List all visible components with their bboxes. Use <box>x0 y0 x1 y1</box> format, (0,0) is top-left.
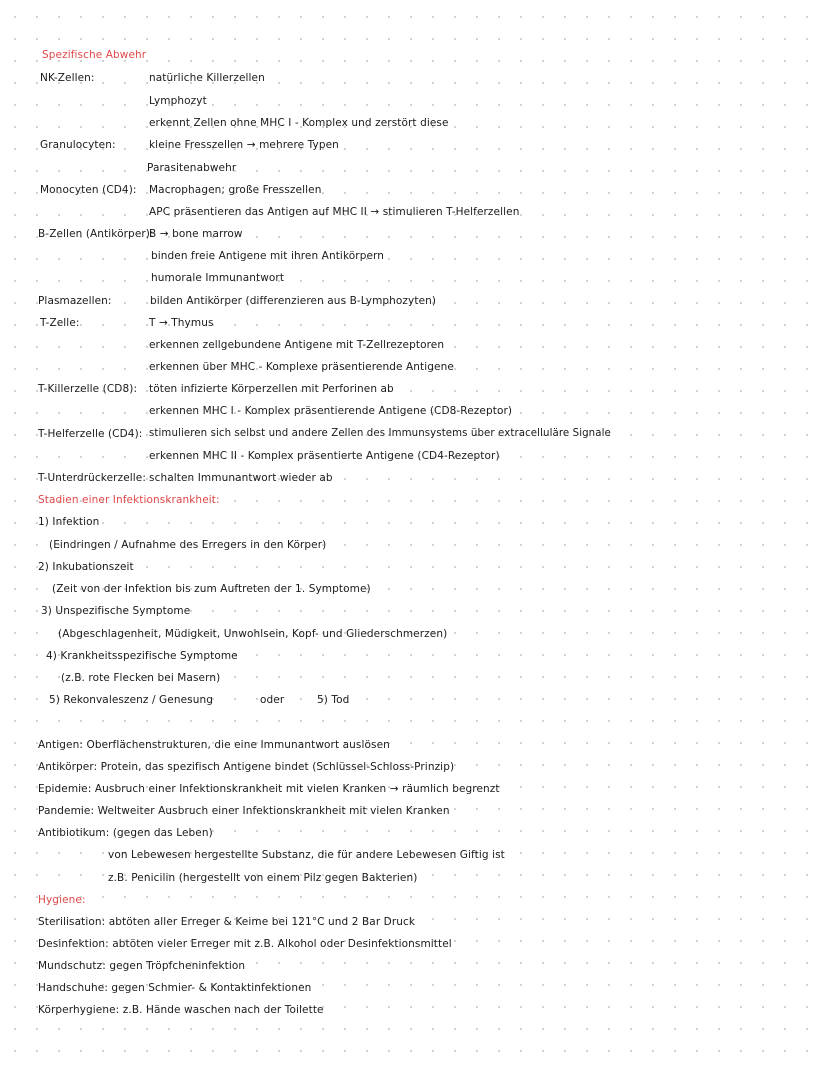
hygiene-mundschutz <box>38 959 245 973</box>
hygiene-sterilisation-text: abtöten aller Erreger & Keime bei 121°C und 2 Bar Druck <box>108 916 416 928</box>
hygiene-desinfektion-term: Desinfektion: <box>38 938 109 950</box>
def-antikoerper-term: Antikörper: <box>38 761 98 773</box>
text-granulocyten: kleine Fresszellen → mehrere Typen <box>149 139 339 151</box>
stage-1-desc: (Eindringen / Aufnahme des Erregers in den Körper) <box>49 539 327 551</box>
text-t-killer-mhc: erkennen MHC I - Komplex präsentierende Antigene (CD8-Rezeptor) <box>149 405 513 417</box>
hygiene-koerperhygiene-text: z.B. Hände waschen nach der Toilette <box>122 1004 324 1016</box>
antibiotikum-line-2: z.B. Penicilin (hergestellt von einem Pilz gegen Bakterien) <box>108 872 418 884</box>
hygiene-sterilisation-term: Sterilisation: <box>38 916 106 928</box>
label-t-helferzelle: T-Helferzelle (CD4): <box>38 428 143 440</box>
text-t-zellrezeptoren: erkennen zellgebundene Antigene mit T-Zellrezeptoren <box>149 339 445 351</box>
def-antibiotikum-term: Antibiotikum: <box>38 827 110 839</box>
text-b-binden: binden freie Antigene mit ihren Antikörpern <box>151 250 385 262</box>
stage-5-oder: oder <box>260 694 285 706</box>
text-t-helfer-mhc: erkennen MHC II - Komplex präsentierte Antigene (CD4-Rezeptor) <box>149 450 500 462</box>
text-t-mhc: erkennen über MHC - Komplexe präsentierende Antigene <box>149 361 454 373</box>
stage-4-desc: (z.B. rote Flecken bei Masern) <box>61 672 221 684</box>
heading-stadien: Stadien einer Infektionskrankheit: <box>38 494 220 506</box>
label-t-killerzelle: T-Killerzelle (CD8): <box>38 383 138 395</box>
hygiene-mundschutz-text: gegen Tröpfcheninfektion <box>109 960 246 972</box>
antibiotikum-line-1: von Lebewesen hergestellte Substanz, die für andere Lebewesen Giftig ist <box>108 849 505 861</box>
def-pandemie <box>38 804 450 818</box>
hygiene-mundschutz-term: Mundschutz: <box>38 960 106 972</box>
def-epidemie-term: Epidemie: <box>38 783 92 795</box>
stage-2: 2) Inkubationszeit <box>38 561 134 573</box>
label-nk-zellen: NK-Zellen: <box>40 72 95 84</box>
hygiene-sterilisation <box>38 915 415 929</box>
hygiene-desinfektion-text: abtöten vieler Erreger mit z.B. Alkohol oder Desinfektionsmittel <box>112 938 452 950</box>
label-t-zelle: T-Zelle: <box>40 317 80 329</box>
text-t-unterdrueckerzelle: schalten Immunantwort wieder ab <box>149 472 333 484</box>
hygiene-handschuhe-text: gegen Schmier- & Kontaktinfektionen <box>111 982 312 994</box>
stage-1: 1) Infektion <box>38 516 100 528</box>
stage-4: 4) Krankheitsspezifische Symptome <box>46 650 238 662</box>
def-antigen-term: Antigen: <box>38 739 83 751</box>
def-epidemie-text: Ausbruch einer Infektionskrankheit mit vielen Kranken → räumlich begrenzt <box>94 783 500 795</box>
text-humoral: humorale Immunantwort <box>151 272 285 284</box>
label-monocyten: Monocyten (CD4): <box>40 184 137 196</box>
text-monocyten: Macrophagen; große Fresszellen <box>149 184 322 196</box>
def-pandemie-term: Pandemie: <box>38 805 95 817</box>
stage-2-desc: (Zeit von der Infektion bis zum Auftreten der 1. Symptome) <box>52 583 371 595</box>
text-t-killerzelle: töten infizierte Körperzellen mit Perforinen ab <box>149 383 394 395</box>
label-plasmazellen: Plasmazellen: <box>38 295 112 307</box>
text-t-helferzelle: stimulieren sich selbst und andere Zellen des Immunsystems über extracelluläre Signale <box>149 428 611 439</box>
text-nk-zellen: natürliche Killerzellen <box>149 72 265 84</box>
stage-3: 3) Unspezifische Symptome <box>41 605 191 617</box>
def-antikoerper <box>38 760 454 774</box>
text-b-zellen: B → bone marrow <box>149 228 243 240</box>
def-antibiotikum <box>38 826 213 840</box>
hygiene-koerperhygiene-term: Körperhygiene: <box>38 1004 120 1016</box>
hygiene-handschuhe-term: Handschuhe: <box>38 982 108 994</box>
def-antigen-text: Oberflächenstrukturen, die eine Immunantwort auslösen <box>86 739 390 751</box>
text-plasmazellen: bilden Antikörper (differenzieren aus B-Lymphozyten) <box>150 295 437 307</box>
def-antikoerper-text: Protein, das spezifisch Antigene bindet (Schlüssel-Schloss-Prinzip) <box>100 761 455 773</box>
hygiene-handschuhe <box>38 981 311 995</box>
heading-hygiene: Hygiene: <box>38 894 86 906</box>
hygiene-desinfektion <box>38 937 452 951</box>
heading-spezifische-abwehr: Spezifische Abwehr <box>42 49 147 61</box>
stage-5b: 5) Tod <box>317 694 350 706</box>
def-antibiotikum-text: (gegen das Leben) <box>112 827 213 839</box>
def-epidemie <box>38 782 500 796</box>
text-parasitenabwehr: Parasitenabwehr <box>147 162 237 174</box>
label-t-unterdrueckerzelle: T-Unterdrückerzelle: <box>38 472 146 484</box>
def-pandemie-text: Weltweiter Ausbruch einer Infektionskrankheit mit vielen Kranken <box>97 805 450 817</box>
text-apc: APC präsentieren das Antigen auf MHC II → stimulieren T-Helferzellen <box>149 206 520 218</box>
text-nk-mhc: erkennt Zellen ohne MHC I - Komplex und zerstört diese <box>149 117 449 129</box>
def-antigen <box>38 738 390 752</box>
stage-3-desc: (Abgeschlagenheit, Müdigkeit, Unwohlsein, Kopf- und Gliederschmerzen) <box>58 628 448 640</box>
hygiene-koerperhygiene <box>38 1003 324 1017</box>
text-lymphozyt: Lymphozyt <box>149 95 207 107</box>
stage-5a: 5) Rekonvaleszenz / Genesung <box>49 694 213 706</box>
label-granulocyten: Granulocyten: <box>40 139 116 151</box>
label-b-zellen: B-Zellen (Antikörper): <box>38 228 154 240</box>
text-t-zelle: T → Thymus <box>149 317 214 329</box>
